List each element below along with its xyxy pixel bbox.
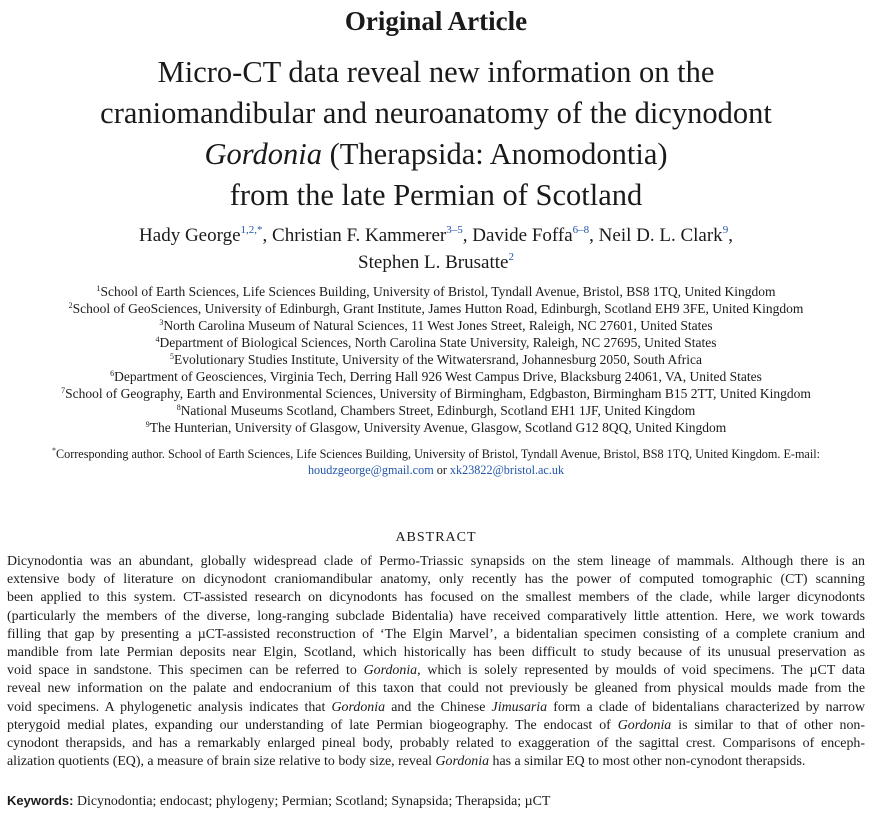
abstract-text: extensive body of literature on dicynodont craniomandibular anatomy, only recently has the power of computed tomographic (CT) scanning xyxy=(7,572,865,588)
abstract-line xyxy=(7,589,865,607)
abstract-line xyxy=(7,753,865,771)
title-line xyxy=(0,134,872,175)
author-affiliation-link[interactable]: 3–5 xyxy=(446,224,463,236)
affiliation-item xyxy=(0,385,872,402)
corresponding-text: Corresponding author. School of Earth Sciences, Life Sciences Building, University of Bristol, Tyndall Avenue, Bristol, BS8 1TQ, United Kingdom. E-mail: xyxy=(55,447,821,461)
title-line: from the late Permian of Scotland xyxy=(229,178,643,212)
taxon-name: Gordonia xyxy=(435,754,490,770)
corresponding-author xyxy=(0,446,872,478)
author-name: Neil D. L. Clark xyxy=(598,225,723,246)
affiliation-number: 1 xyxy=(96,284,101,293)
abstract-line xyxy=(7,699,865,717)
abstract-text: reveal new information on the palate and endocranium of this taxon that could not previously be gleaned from physical moulds made from the xyxy=(7,681,865,697)
affiliation-number: 2 xyxy=(68,301,73,311)
abstract-text: , which is solely represented by moulds of void specimens. The µCT data xyxy=(417,663,865,679)
affiliation-text: Department of Biological Sciences, North Carolina State University, Raleigh, NC 27695, United States xyxy=(159,335,717,351)
taxon-name: Gordonia xyxy=(331,699,386,715)
taxon-name: Jimusaria xyxy=(491,699,548,715)
abstract-line xyxy=(7,571,865,589)
abstract-line xyxy=(7,717,865,735)
author-affiliation-link[interactable]: 9 xyxy=(722,224,729,236)
abstract-text: and the Chinese xyxy=(385,699,492,715)
affiliation-number: 9 xyxy=(145,420,150,430)
abstract-body xyxy=(7,553,865,771)
author-list xyxy=(0,222,872,276)
keywords-text: Dicynodontia; endocast; phylogeny; Permian; Scotland; Synapsida; Therapsida; µCT xyxy=(73,794,551,809)
title-line: craniomandibular and neuroanatomy of the dicynodont xyxy=(100,96,772,130)
article-type: Original Article xyxy=(344,6,528,36)
article-title xyxy=(0,52,872,216)
genus-name: Gordonia xyxy=(204,137,322,171)
corresponding-line xyxy=(0,446,872,462)
keywords-label: Keywords: xyxy=(7,793,74,808)
title-line: Micro-CT data reveal new information on the xyxy=(157,55,715,89)
affiliation-item xyxy=(0,317,872,334)
abstract-text: (particularly the members of the diverse, long-ranging subclade Bidentalia) have received comparatively little attention. Here, we work towards xyxy=(7,608,865,624)
author-name: Stephen L. Brusatte xyxy=(358,252,509,273)
abstract-text: void space in sandstone. This specimen can be referred to xyxy=(7,663,364,679)
affiliation-item xyxy=(0,368,872,385)
abstract-text: mandible from late Permian deposits near Elgin, Scotland, which historically has been difficult to study because of its unusual preservation as xyxy=(7,645,865,661)
taxon-name: Gordonia xyxy=(363,663,418,679)
author-separator: , xyxy=(262,225,273,246)
affiliation-item xyxy=(0,334,872,351)
affiliation-item xyxy=(0,351,872,368)
affiliation-number: 3 xyxy=(159,318,164,328)
author-separator: , xyxy=(462,225,473,246)
corresponding-mark: * xyxy=(51,446,56,455)
abstract-text: has a similar EQ to most other non-cynodont therapsids. xyxy=(489,754,806,770)
affiliation-text: Evolutionary Studies Institute, University of the Witwatersrand, Johannesburg 2050, South Africa xyxy=(173,352,702,368)
affiliation-number: 5 xyxy=(169,352,174,362)
abstract-line xyxy=(7,626,865,644)
abstract-line xyxy=(7,662,865,680)
abstract-line xyxy=(7,680,865,698)
abstract-line xyxy=(7,553,865,571)
abstract-text: alization quotients (EQ), a measure of brain size relative to body size, reveal xyxy=(7,754,436,770)
abstract-line xyxy=(7,735,865,753)
abstract-text: filling that gap by presenting a µCT-assisted reconstruction of ‘The Elgin Marvel’, a bidentalian specimen consisting of a complete cranium and xyxy=(7,626,865,642)
affiliation-text: School of Geography, Earth and Environmental Sciences, University of Birmingham, Edgbaston, Birmingham B15 2TT, United Kingdom xyxy=(65,386,811,402)
affiliation-text: North Carolina Museum of Natural Sciences, 11 West Jones Street, Raleigh, NC 27601, United States xyxy=(163,318,713,334)
email-link[interactable]: xk23822@bristol.ac.uk xyxy=(449,463,565,477)
abstract-text: Dicynodontia was an abundant, globally widespread clade of Permo-Triassic synapsids on the stem lineage of mammals. Although there is an xyxy=(7,554,865,569)
keywords xyxy=(7,792,865,811)
affiliation-number: 6 xyxy=(110,369,115,379)
affiliation-text: School of GeoSciences, University of Edinburgh, Grant Institute, James Hutton Road, Edinburgh, Scotland EH9 3FE, United Kingdom xyxy=(72,301,804,317)
abstract-text: void specimens. A phylogenetic analysis indicates that xyxy=(7,699,332,715)
email-or: or xyxy=(433,463,450,477)
author-affiliation-link[interactable]: 2 xyxy=(508,251,514,263)
affiliation-item xyxy=(0,283,872,300)
taxon-name: Gordonia xyxy=(617,717,672,733)
abstract-text: pterygoid medial plates, expanding our understanding of late Permian biogeography. The endocast of xyxy=(7,717,618,733)
affiliation-number: 8 xyxy=(176,403,181,413)
affiliation-number: 7 xyxy=(61,386,66,396)
author-name: Davide Foffa xyxy=(472,225,573,246)
affiliation-text: Department of Geosciences, Virginia Tech, Derring Hall 926 West Campus Drive, Blacksburg 24061, VA, United States xyxy=(114,369,762,385)
affiliation-text: The Hunterian, University of Glasgow, University Avenue, Glasgow, Scotland G12 8QQ, United Kingdom xyxy=(149,420,727,436)
author-separator: , xyxy=(728,225,733,246)
author-separator: , xyxy=(589,225,599,246)
abstract-text: been applied to this system. CT-assisted research on dicynodonts has focused on the smallest members of the clade, while larger dicynodonts xyxy=(7,590,865,606)
corresponding-line xyxy=(0,462,872,478)
affiliation-item xyxy=(0,419,872,436)
affiliation-list xyxy=(0,283,872,436)
author-name: Hady George xyxy=(139,225,241,246)
author-affiliation-link[interactable]: 1,2,* xyxy=(240,224,263,236)
abstract-heading: ABSTRACT xyxy=(395,530,477,545)
author-line xyxy=(0,222,872,249)
email-link[interactable]: houdzgeorge@gmail.com xyxy=(307,463,434,477)
author-affiliation-link[interactable]: 6–8 xyxy=(572,224,590,236)
abstract-text: form a clade of bidentalians characterized by narrow xyxy=(547,699,865,715)
affiliation-text: School of Earth Sciences, Life Sciences Building, University of Bristol, Tyndall Avenue, Bristol, BS8 1TQ, United Kingdom xyxy=(100,284,776,299)
author-name: Christian F. Kammerer xyxy=(272,225,447,246)
affiliation-item xyxy=(0,402,872,419)
affiliation-text: National Museums Scotland, Chambers Street, Edinburgh, Scotland EH1 1JF, United Kingdom xyxy=(180,403,696,419)
affiliation-number: 4 xyxy=(155,335,160,345)
abstract-line xyxy=(7,644,865,662)
abstract-line xyxy=(7,608,865,626)
abstract-text: is similar to that of other non- xyxy=(671,717,865,733)
affiliation-item xyxy=(0,300,872,317)
author-line xyxy=(0,249,872,276)
title-line-rest: (Therapsida: Anomodontia) xyxy=(321,137,668,171)
abstract-text: cynodont therapsids, and has a remarkably enlarged pineal body, probably related to exaggeration of the sagittal crest. Comparisons of enceph- xyxy=(7,736,865,752)
